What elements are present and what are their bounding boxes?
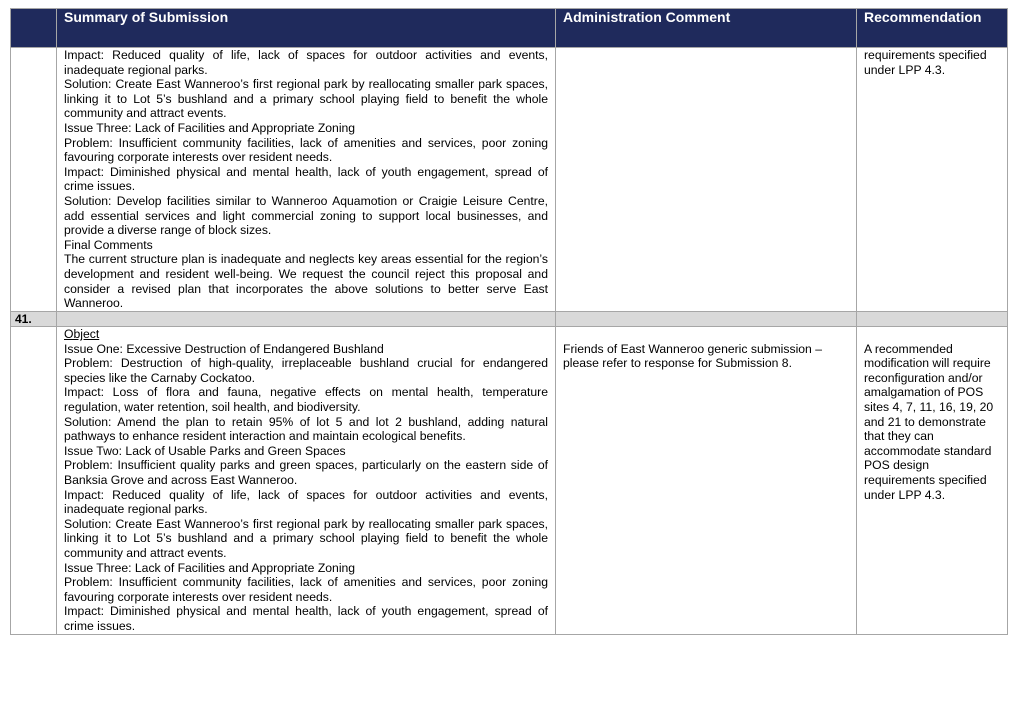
summary-line: Solution: Create East Wanneroo’s first regional park by reallocating smaller park spaces, linking it to Lot 5’s bushland and a primary school playing field to benefit the whole community and attract events. xyxy=(64,516,548,560)
summary-line: The current structure plan is inadequate and neglects key areas essential for the region’s development and resident well-being. We request the council reject this proposal and consider a revised plan that incorporates the above solutions to better serve East Wanneroo. xyxy=(64,252,548,311)
object-label: Object xyxy=(64,327,100,341)
summary-line: Solution: Create East Wanneroo’s first regional park by reallocating smaller park spaces, linking it to Lot 5’s bushland and a primary school playing field to benefit the whole community and attract events. xyxy=(64,77,548,121)
summary-line: Impact: Reduced quality of life, lack of spaces for outdoor activities and events, inadequate regional parks. xyxy=(64,48,548,77)
summary-line: Solution: Amend the plan to retain 95% of lot 5 and lot 2 bushland, adding natural pathways to enhance resident interaction and maintain ecological benefits. xyxy=(64,414,548,444)
summary-line: Problem: Destruction of high-quality, irreplaceable bushland crucial for endangered species like the Carnaby Cockatoo. xyxy=(64,356,548,385)
summary-line: Issue Three: Lack of Facilities and Appropriate Zoning xyxy=(64,560,356,575)
summary-cell xyxy=(57,327,556,635)
number-cell xyxy=(11,48,57,312)
comment-cell xyxy=(556,48,857,312)
summary-line: Issue Three: Lack of Facilities and Appropriate Zoning xyxy=(64,120,356,135)
table-row-41 xyxy=(11,327,1008,635)
summary-line: Final Comments xyxy=(64,237,153,252)
summary-line: Problem: Insufficient community facilities, lack of amenities and services, poor zoning favouring corporate interests over resident needs. xyxy=(64,135,548,165)
submission-number: 41. xyxy=(11,312,57,327)
header-number xyxy=(11,9,57,48)
summary-line: Issue One: Excessive Destruction of Endangered Bushland xyxy=(64,341,384,356)
summary-cell xyxy=(57,48,556,312)
recommendation-text: A recommended modification will require reconfiguration and/or amalgamation of POS sites 4, 7, 11, 16, 19, 20 and 21 to demonstrate that they can accommodate standard POS design requirements specified under LPP 4.3. xyxy=(864,341,994,502)
recommendation-cell: requirements specified under LPP 4.3. xyxy=(857,48,1008,312)
header-recommendation: Recommendation xyxy=(857,9,1008,48)
summary-line: Impact: Diminished physical and mental health, lack of youth engagement, spread of crime issues. xyxy=(64,604,548,633)
comment-cell xyxy=(556,327,857,635)
header-comment: Administration Comment xyxy=(556,9,857,48)
table-header-row xyxy=(11,9,1008,48)
summary-line: Impact: Loss of flora and fauna, negative effects on mental health, temperature regulation, water retention, soil health, and biodiversity. xyxy=(64,385,548,414)
summary-line: Issue Two: Lack of Usable Parks and Green Spaces xyxy=(64,443,346,458)
recommendation-cell xyxy=(857,327,1008,635)
summary-line: Problem: Insufficient quality parks and green spaces, particularly on the eastern side of Banksia Grove and across East Wanneroo. xyxy=(64,458,548,487)
summary-line: Impact: Diminished physical and mental health, lack of youth engagement, spread of crime issues. xyxy=(64,164,548,194)
summary-line: Problem: Insufficient community facilities, lack of amenities and services, poor zoning favouring corporate interests over resident needs. xyxy=(64,575,548,604)
summary-line: Solution: Develop facilities similar to Wanneroo Aquamotion or Craigie Leisure Centre, add essential services and light commercial zoning to support local businesses, and provide a diverse range of block sizes. xyxy=(64,193,548,238)
number-cell xyxy=(11,327,57,635)
comment-text: Friends of East Wanneroo generic submission – please refer to response for Submission 8. xyxy=(563,341,822,371)
summary-line: Impact: Reduced quality of life, lack of spaces for outdoor activities and events, inadequate regional parks. xyxy=(64,487,548,517)
submission-number-row xyxy=(11,312,1008,327)
table-row-continued xyxy=(11,48,1008,312)
header-summary: Summary of Submission xyxy=(57,9,556,48)
submissions-table xyxy=(10,8,1008,635)
